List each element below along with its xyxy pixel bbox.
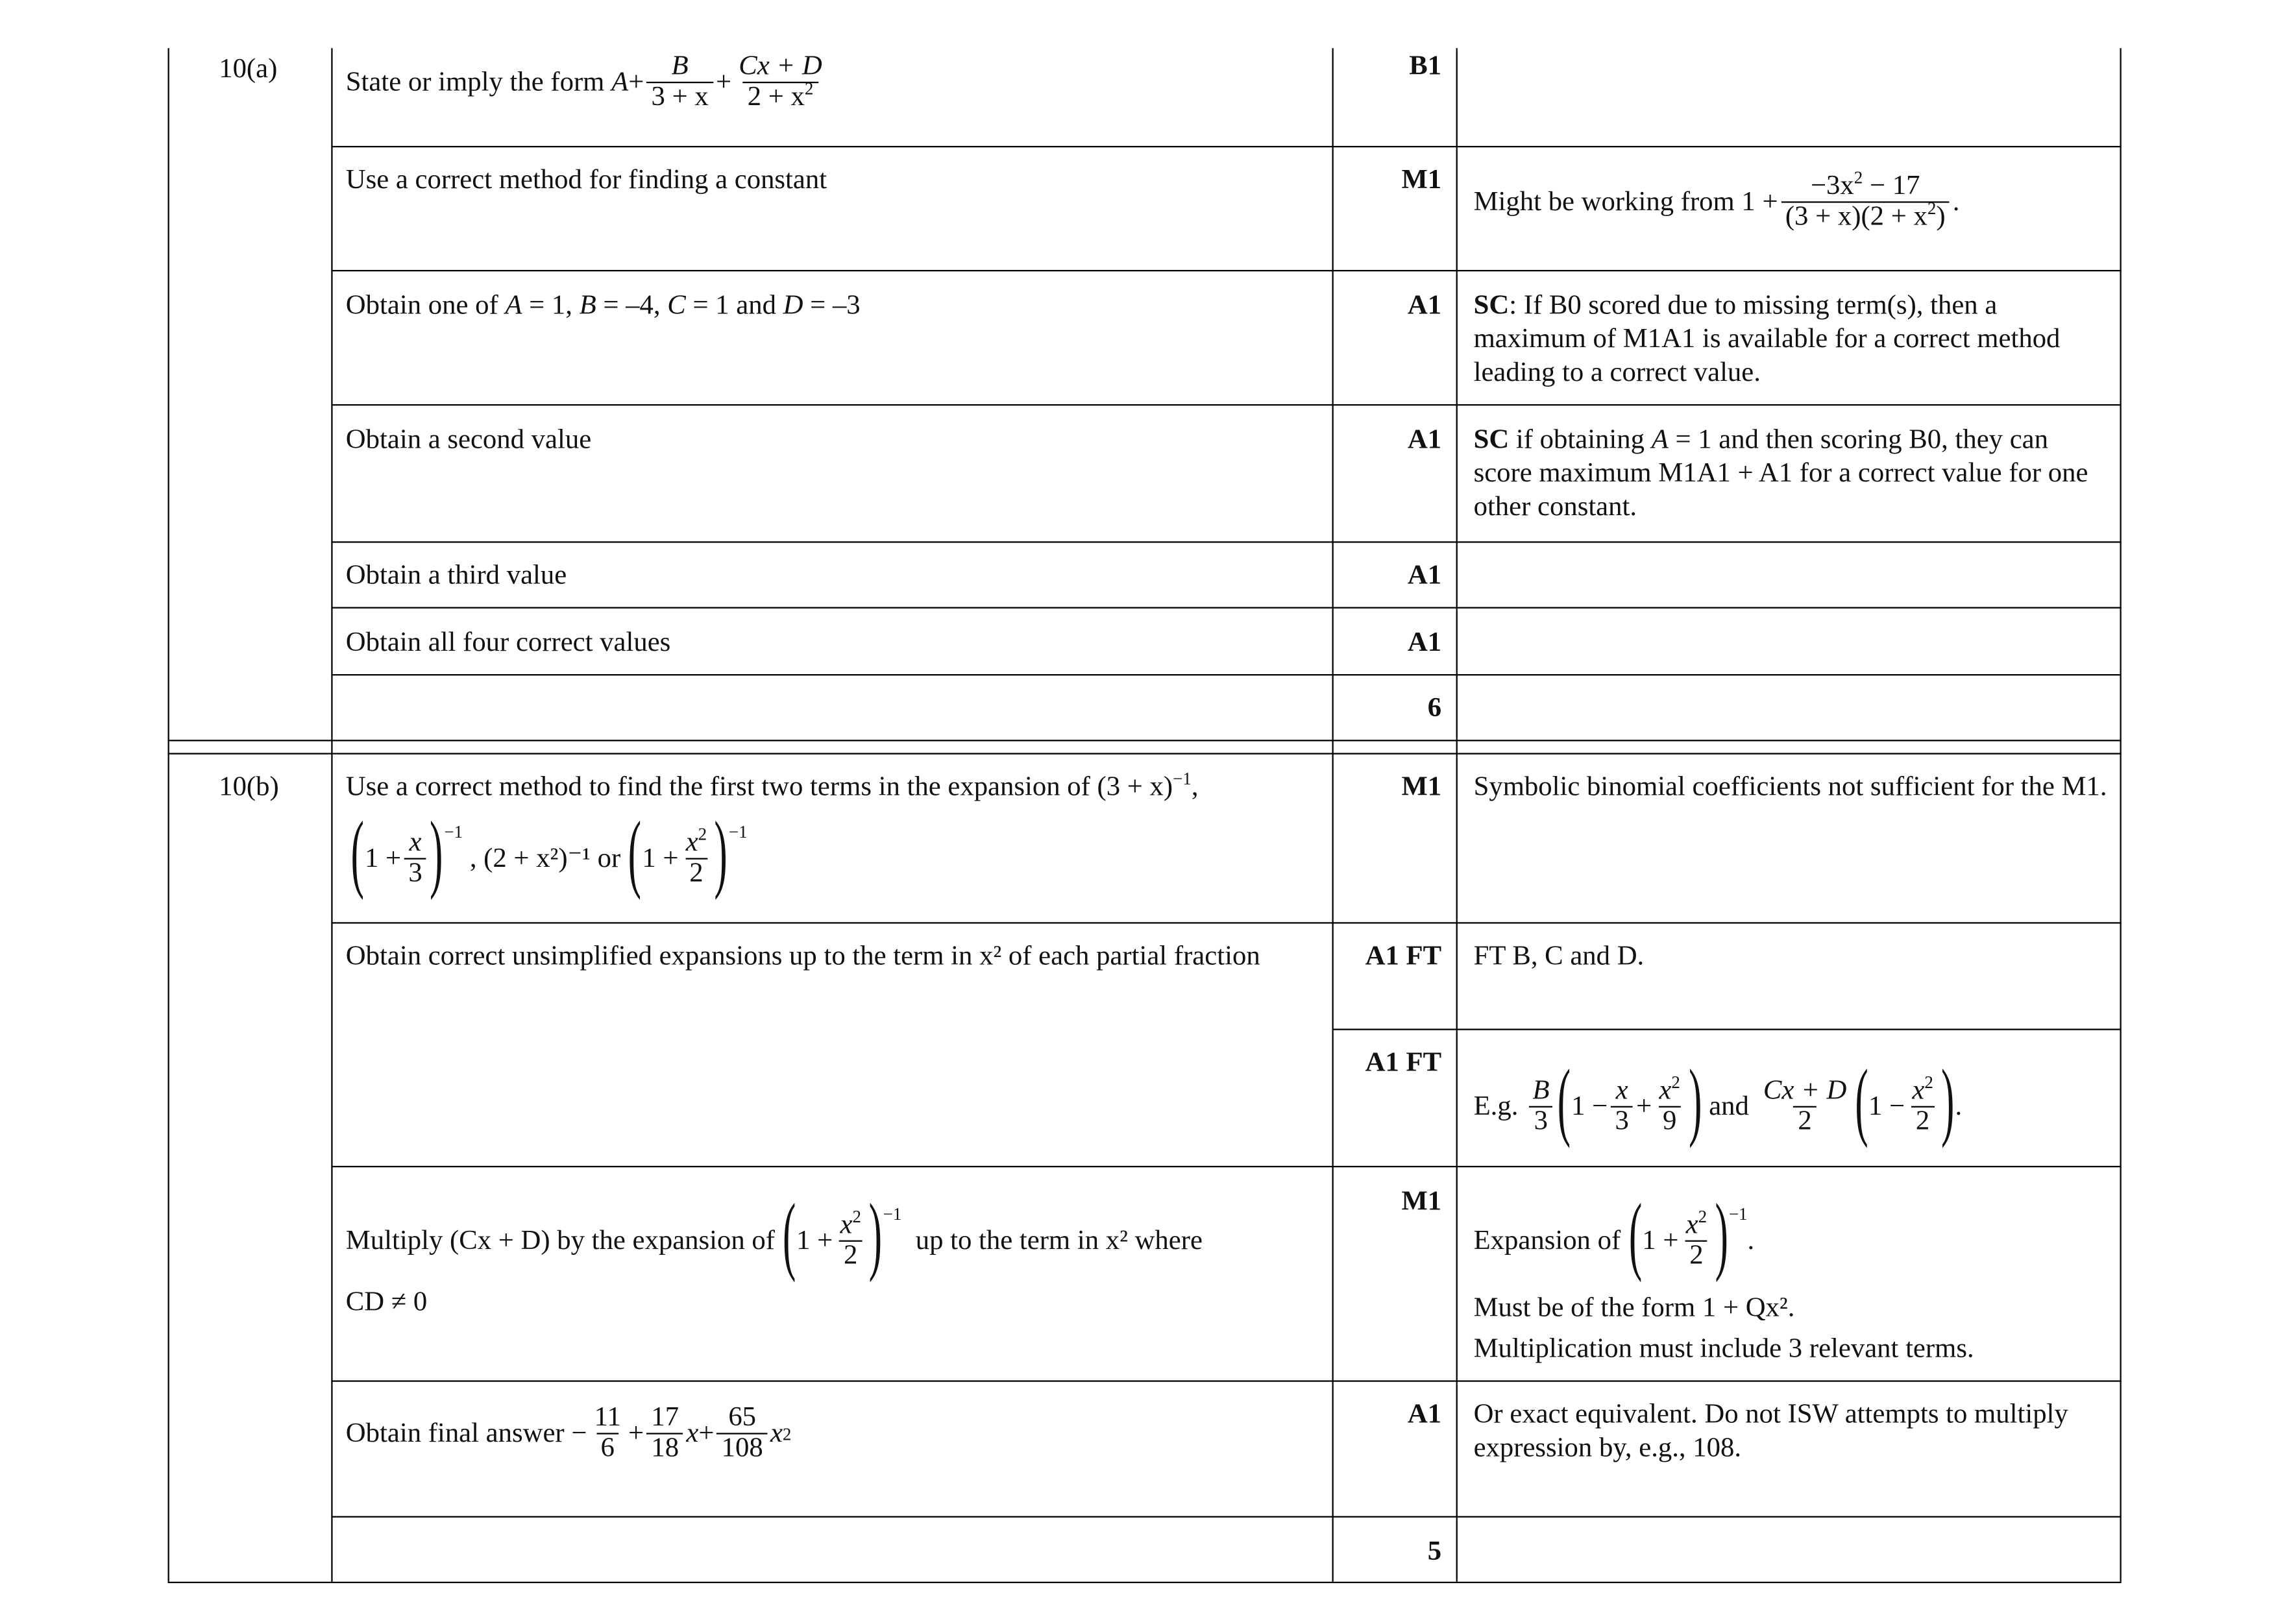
mark-a1-ft: A1 FT [1365,1047,1442,1078]
answer-unsimplified-expansions: Obtain correct unsimplified expansions up to the term in x² of each partial fraction [345,941,1260,972]
answer-state-form: State or imply the form A + $\frac{B}{3 + x}$ + $\frac{Cx + D}{2 + x^2}$ [345,51,822,113]
guidance-exact-equivalent: Or exact equivalent. Do not ISW attempts to multiply expression by, e.g., 108. [1473,1399,2068,1464]
mark-a1-ft: A1 FT [1365,941,1442,972]
guidance-sc-a-equals-1: SC if obtaining A = 1 and then scoring B0, they can score maximum M1A1 + A1 for a correct value for one other constant. [1473,424,2088,523]
mark-m1: M1 [1401,771,1442,803]
answer-second-value: Obtain a second value [345,424,592,455]
guidance-binomial-coefficients: Symbolic binomial coefficients not sufficient for the M1. [1473,771,2107,803]
answer-expansion-forms: ( 1 + $\frac{x}{3}$ ) −1 , (2 + x²)⁻¹ or ( 1 + $\frac{x^2}{2}$ ) −1 [350,804,748,901]
question-label-10a: 10(a) [219,54,278,85]
mark-m1: M1 [1401,165,1442,196]
mark-b1: B1 [1409,51,1442,82]
guidance-expansion-of: Expansion of ( 1 + $\frac{x^2}{2}$ ) −1 . [1473,1186,1755,1283]
answer-correct-method: Use a correct method for finding a constant [345,165,827,196]
mark-a1: A1 [1407,560,1442,591]
mark-a1: A1 [1407,424,1442,455]
mark-a1: A1 [1407,627,1442,659]
answer-condition: CD ≠ 0 [345,1287,428,1318]
mark-a1: A1 [1407,1399,1442,1430]
guidance-example-expansions: E.g. B 3 ( 1 − $\frac{x}{3}$ + $\frac{x^2}{9}$ ) and Cx + D 2 ( 1 − $\frac{x^2}{2}$ ) . [1473,1052,1963,1148]
guidance-working-from: Might be working from 1 + $\frac{-3x^2 - 17}{(3 + x)(2 + x^2)}$ . [1473,167,1960,232]
mark-m1: M1 [1401,1186,1442,1217]
guidance-ft: FT B, C and D. [1473,941,1645,972]
answer-multiply-expansion: Multiply (Cx + D) by the expansion of ( 1 + $\frac{x^2}{2}$ ) −1 up to the term in x² where [345,1186,1203,1283]
answer-expansion-method: Use a correct method to find the first two terms in the expansion of $(3 + x)^{-1}$, [345,768,1199,803]
answer-obtain-one: Obtain one of A = 1, B = –4, C = 1 and D = –3 [345,290,861,321]
answer-final: Obtain final answer − $\frac{11}{6}$ + $\frac{17}{18}$ x + $\frac{65}{108}$ x 2 [345,1402,792,1464]
answer-third-value: Obtain a third value [345,560,567,591]
answer-all-four: Obtain all four correct values [345,627,671,659]
guidance-form: Must be of the form 1 + Qx². [1473,1292,1795,1324]
question-label-10b: 10(b) [219,771,279,803]
guidance-relevant-terms: Multiplication must include 3 relevant terms. [1473,1333,1974,1364]
mark-a1: A1 [1407,290,1442,321]
guidance-sc-missing-terms: SC: If B0 scored due to missing term(s), then a maximum of M1A1 is available for a correct method leading to a correct value. [1473,290,2061,389]
total-marks-10b: 5 [1427,1536,1442,1568]
total-marks-10a: 6 [1427,693,1442,724]
